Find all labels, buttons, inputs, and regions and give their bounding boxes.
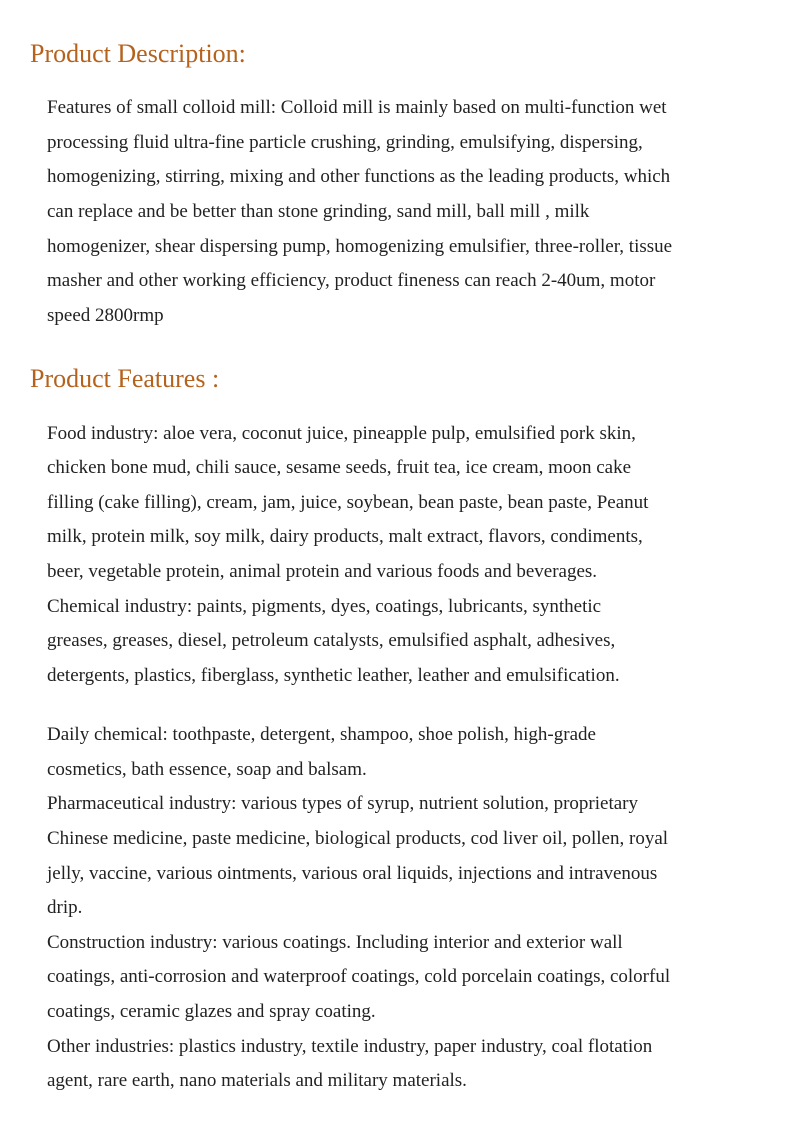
text-line: chicken bone mud, chili sauce, sesame seeds, fruit tea, ice cream, moon cake (47, 457, 632, 479)
text-line: Food industry: aloe vera, coconut juice, pineapple pulp, emulsified pork skin, (47, 422, 636, 444)
text-line: homogenizing, stirring, mixing and other functions as the leading products, which (47, 166, 671, 188)
text-line: Chemical industry: paints, pigments, dyes, coatings, lubricants, synthetic (47, 595, 602, 617)
text-line: detergents, plastics, fiberglass, synthetic leather, leather and emulsification. (47, 664, 620, 686)
product-features-paragraph-industries-1 (47, 417, 772, 694)
text-line: Daily chemical: toothpaste, detergent, shampoo, shoe polish, high-grade (47, 724, 596, 746)
product-description-paragraph (47, 91, 772, 333)
text-line: Features of small colloid mill: Colloid mill is mainly based on multi-function wet (47, 97, 667, 119)
text-line: Other industries: plastics industry, textile industry, paper industry, coal flotation (47, 1035, 653, 1057)
text-line: Chinese medicine, paste medicine, biological products, cod liver oil, pollen, royal (47, 828, 669, 850)
product-features-section (30, 363, 772, 1098)
product-features-heading: Product Features : (30, 364, 220, 394)
text-line: agent, rare earth, nano materials and military materials. (47, 1070, 467, 1092)
product-features-paragraph-industries-2 (47, 718, 772, 1099)
text-line: speed 2800rmp (47, 304, 164, 326)
text-line: Pharmaceutical industry: various types of syrup, nutrient solution, proprietary (47, 793, 638, 815)
text-line: coatings, anti-corrosion and waterproof coatings, cold porcelain coatings, colorful (47, 966, 671, 988)
text-line: coatings, ceramic glazes and spray coating. (47, 1001, 376, 1023)
text-line: Construction industry: various coatings. Including interior and exterior wall (47, 931, 623, 953)
text-line: milk, protein milk, soy milk, dairy products, malt extract, flavors, condiments, (47, 526, 643, 548)
text-line: beer, vegetable protein, animal protein and various foods and beverages. (47, 560, 598, 582)
text-line: greases, greases, diesel, petroleum catalysts, emulsified asphalt, adhesives, (47, 630, 616, 652)
text-line: processing fluid ultra-fine particle crushing, grinding, emulsifying, dispersing, (47, 131, 643, 153)
text-line: can replace and be better than stone grinding, sand mill, ball mill , milk (47, 200, 590, 222)
document-page (30, 38, 772, 1099)
text-line: filling (cake filling), cream, jam, juice, soybean, bean paste, bean paste, Peanut (47, 491, 649, 513)
product-description-section (30, 38, 772, 333)
text-line: cosmetics, bath essence, soap and balsam. (47, 758, 367, 780)
product-description-heading: Product Description: (30, 39, 246, 68)
text-line: homogenizer, shear dispersing pump, homogenizing emulsifier, three-roller, tissue (47, 235, 673, 257)
text-line: drip. (47, 897, 83, 919)
text-line: jelly, vaccine, various ointments, various oral liquids, injections and intravenous (47, 862, 658, 884)
text-line: masher and other working efficiency, product fineness can reach 2-40um, motor (47, 270, 656, 292)
